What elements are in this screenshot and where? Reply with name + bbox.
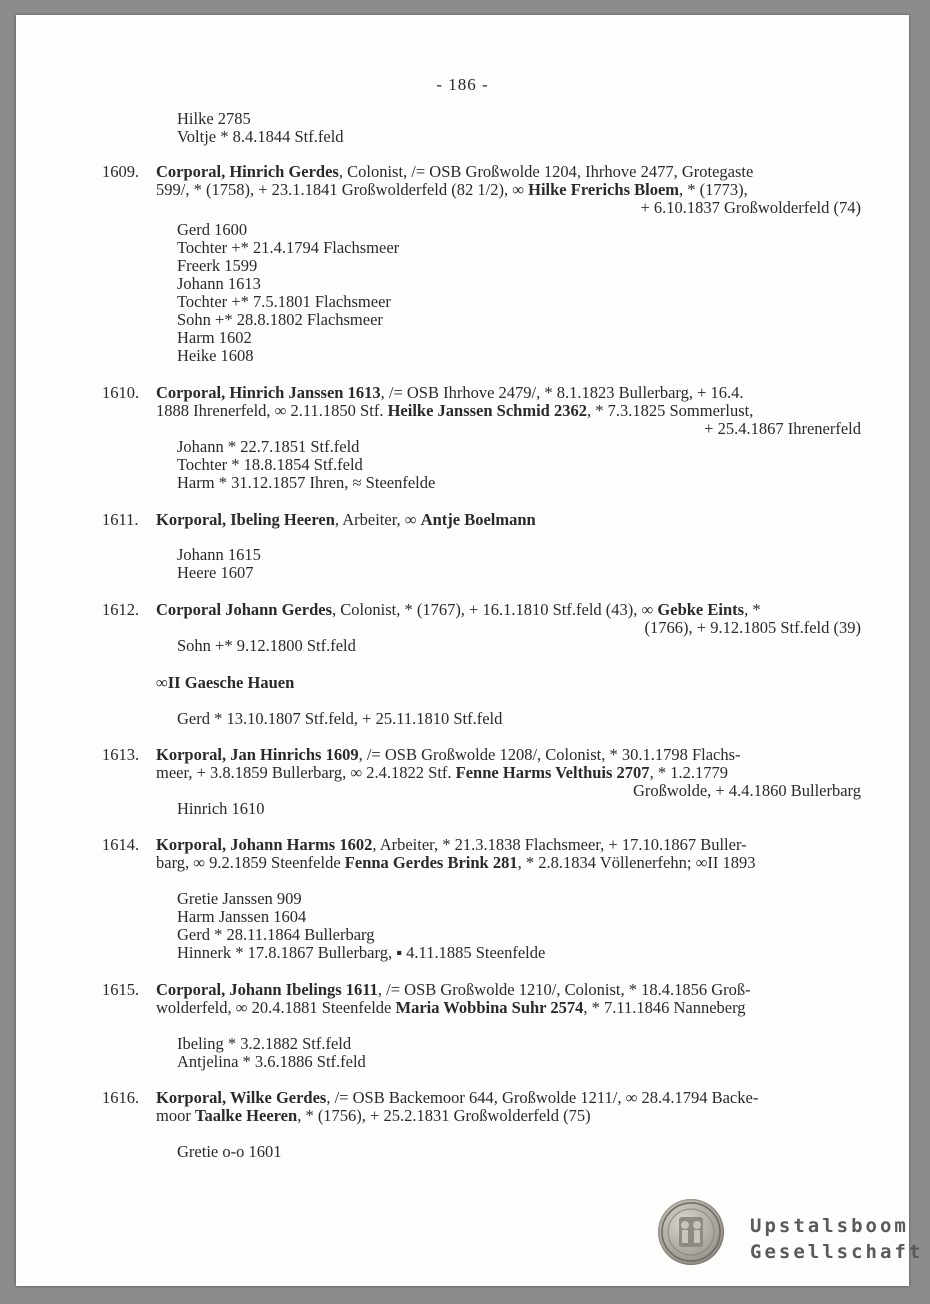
entry-number: 1614.: [102, 835, 140, 854]
entry-line: (1766), + 9.12.1805 Stf.feld (39): [644, 618, 861, 637]
entry-line: [156, 981, 751, 999]
entry-text: , /= OSB Ihrhove 2479/, * 8.1.1823 Bullerbarg, + 16.4.: [380, 383, 744, 402]
entry-text: barg, ∞ 9.2.1859 Steenfelde: [156, 853, 345, 872]
list-item: Tochter * 18.8.1854 Stf.feld: [177, 455, 363, 474]
entry-text: , /= OSB Großwolde 1210/, Colonist, * 18.4.1856 Groß-: [377, 980, 751, 999]
seal-logo-icon: [658, 1199, 724, 1265]
entry-line: + 25.4.1867 Ihrenerfeld: [704, 419, 861, 438]
entry-line: [156, 601, 761, 619]
entry-text: , /= OSB Großwolde 1208/, Colonist, * 30.1.1798 Flachs-: [358, 745, 741, 764]
entry-text: , Colonist, /= OSB Großwolde 1204, Ihrhove 2477, Grotegaste: [338, 162, 754, 181]
document-page: [16, 15, 924, 1286]
entry-line: [156, 1089, 758, 1107]
brand-line-1: Upstalsboom: [750, 1215, 909, 1237]
spouse-name: Taalke Heeren: [194, 1106, 298, 1125]
list-item: Hinrich 1610: [177, 799, 265, 818]
list-item: Gretie o-o 1601: [177, 1142, 282, 1161]
brand-line-2: Gesellschaft: [750, 1241, 924, 1263]
entry-text: , * 2.8.1834 Völlenerfehn; ∞II 1893: [517, 853, 756, 872]
entry-text: , * (1773),: [679, 180, 748, 199]
list-item: Tochter +* 21.4.1794 Flachsmeer: [177, 238, 400, 257]
list-item: Heike 1608: [177, 346, 254, 365]
list-item: Harm 1602: [177, 328, 252, 347]
entry-number: 1611.: [102, 510, 139, 529]
list-item: Johann 1613: [177, 274, 261, 293]
list-item: Johann 1615: [177, 545, 261, 564]
list-item: Heere 1607: [177, 563, 254, 582]
spouse-name: Hilke Frerichs Bloem: [528, 180, 680, 199]
entry-line: + 6.10.1837 Großwolderfeld (74): [640, 198, 861, 217]
list-item: Gerd * 28.11.1864 Bullerbarg: [177, 925, 375, 944]
spouse-name: Fenna Gerdes Brink 281: [344, 853, 518, 872]
entry-text: , * 1.2.1779: [649, 763, 728, 782]
person-name: Korporal, Johann Harms 1602: [156, 835, 373, 854]
entry-line: [156, 181, 748, 199]
entry-text: , *: [744, 600, 761, 619]
entry-text: meer, + 3.8.1859 Bullerbarg, ∞ 2.4.1822 Stf.: [156, 763, 456, 782]
entry-line: [156, 402, 753, 420]
entry-line: [156, 511, 536, 529]
person-name: Korporal, Wilke Gerdes: [156, 1088, 327, 1107]
entry-text: , Arbeiter, ∞: [334, 510, 421, 529]
entry-number: 1610.: [102, 383, 140, 402]
list-item: Hinnerk * 17.8.1867 Bullerbarg, ▪ 4.11.1885 Steenfelde: [177, 943, 546, 962]
entry-text: , /= OSB Backemoor 644, Großwolde 1211/, ∞ 28.4.1794 Backe-: [326, 1088, 759, 1107]
person-name: Corporal, Hinrich Gerdes: [156, 162, 339, 181]
entry-text: wolderfeld, ∞ 20.4.1881 Steenfelde: [156, 998, 396, 1017]
list-item: Tochter +* 7.5.1801 Flachsmeer: [177, 292, 391, 311]
entry-text: , * (1756), + 25.2.1831 Großwolderfeld (75): [297, 1106, 591, 1125]
list-item: Johann * 22.7.1851 Stf.feld: [177, 437, 360, 456]
entry-line: [156, 836, 747, 854]
entry-text: , * 7.11.1846 Nanneberg: [583, 998, 746, 1017]
entry-number: 1616.: [102, 1088, 140, 1107]
spouse-name: Heilke Janssen Schmid 2362: [387, 401, 587, 420]
list-item: Sohn +* 9.12.1800 Stf.feld: [177, 636, 356, 655]
entry-line: [156, 746, 741, 764]
entry-number: 1615.: [102, 980, 140, 999]
spouse-name: Antje Boelmann: [420, 510, 536, 529]
list-item: Freerk 1599: [177, 256, 258, 275]
entry-number: 1613.: [102, 745, 140, 764]
entry-line: [156, 854, 755, 872]
list-item: Gerd 1600: [177, 220, 248, 239]
list-item: Harm Janssen 1604: [177, 907, 307, 926]
entry-line: [156, 764, 728, 782]
person-name: Corporal Johann Gerdes: [156, 600, 333, 619]
list-item: Voltje * 8.4.1844 Stf.feld: [177, 127, 344, 146]
entry-number: 1612.: [102, 600, 140, 619]
page-number: - 186 -: [436, 75, 489, 94]
list-item: Gretie Janssen 909: [177, 889, 302, 908]
spouse-name: Fenne Harms Velthuis 2707: [455, 763, 650, 782]
person-name: Corporal, Johann Ibelings 1611: [156, 980, 378, 999]
entry-line: [156, 163, 753, 181]
list-item: Harm * 31.12.1857 Ihren, ≈ Steenfelde: [177, 473, 436, 492]
entry-text: , Colonist, * (1767), + 16.1.1810 Stf.feld (43), ∞: [332, 600, 658, 619]
second-marriage: [156, 674, 294, 692]
list-item: Hilke 2785: [177, 109, 251, 128]
spouse-name: ∞II Gaesche Hauen: [156, 673, 295, 692]
list-item: Gerd * 13.10.1807 Stf.feld, + 25.11.1810 Stf.feld: [177, 709, 503, 728]
entry-text: , * 7.3.1825 Sommerlust,: [586, 401, 754, 420]
list-item: Sohn +* 28.8.1802 Flachsmeer: [177, 310, 383, 329]
entry-text: 599/, * (1758), + 23.1.1841 Großwolderfeld (82 1/2), ∞: [156, 180, 529, 199]
spouse-name: Maria Wobbina Suhr 2574: [395, 998, 584, 1017]
entry-number: 1609.: [102, 162, 140, 181]
person-name: Corporal, Hinrich Janssen 1613: [156, 383, 381, 402]
entry-line: [156, 1107, 591, 1125]
person-name: Korporal, Ibeling Heeren: [156, 510, 335, 529]
entry-line: Großwolde, + 4.4.1860 Bullerbarg: [632, 781, 861, 800]
entry-text: 1888 Ihrenerfeld, ∞ 2.11.1850 Stf.: [156, 401, 388, 420]
entry-line: [156, 384, 744, 402]
person-name: Korporal, Jan Hinrichs 1609: [156, 745, 359, 764]
entry-text: , Arbeiter, * 21.3.1838 Flachsmeer, + 17.10.1867 Buller-: [372, 835, 747, 854]
entry-text: moor: [156, 1106, 195, 1125]
entry-line: [156, 999, 746, 1017]
list-item: Ibeling * 3.2.1882 Stf.feld: [177, 1034, 352, 1053]
spouse-name: Gebke Eints: [657, 600, 745, 619]
list-item: Antjelina * 3.6.1886 Stf.feld: [177, 1052, 366, 1071]
